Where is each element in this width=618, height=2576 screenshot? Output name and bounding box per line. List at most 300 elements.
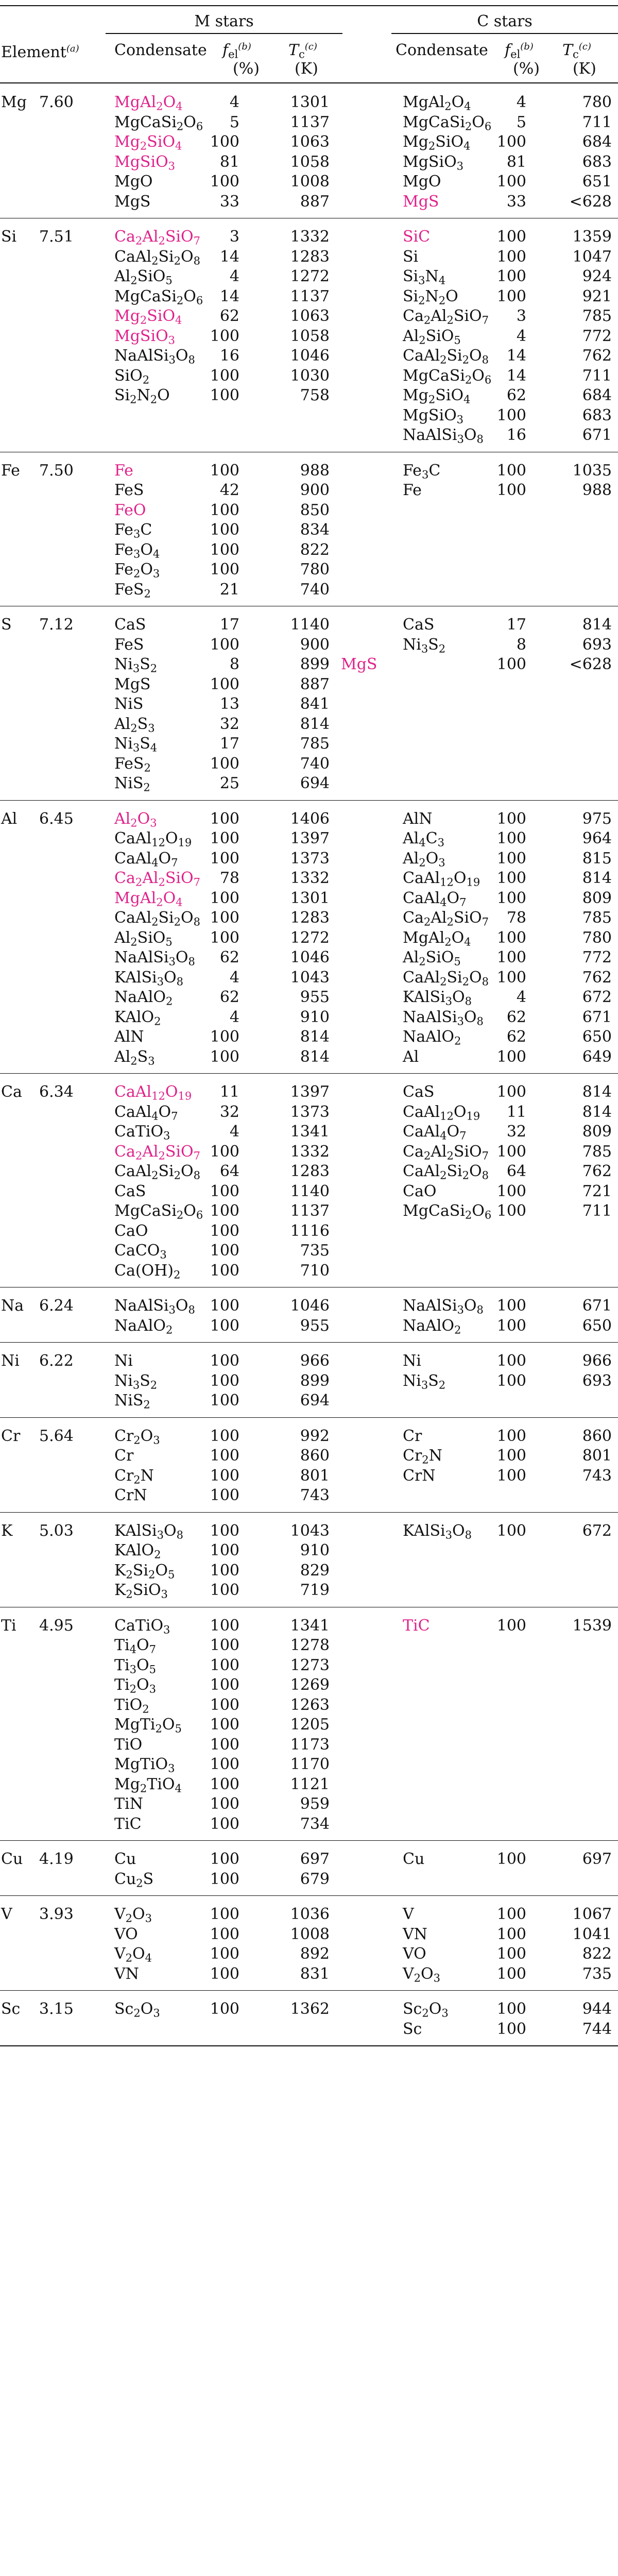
- c-condensate-name: V: [403, 1905, 414, 1923]
- m-fel-value: 100: [210, 1735, 239, 1754]
- c-fel-value: 100: [496, 869, 526, 887]
- c-fel-value: 100: [496, 1850, 526, 1868]
- element-symbol: Ca: [1, 1083, 22, 1101]
- m-condensate-name: $MgCaSi_2O_6$: [114, 287, 203, 307]
- c-tc-value: 780: [582, 93, 612, 111]
- element-symbol: Ni: [1, 1352, 20, 1370]
- c-condensate-name: $Ca_2Al_2SiO_7$: [403, 909, 489, 928]
- c-condensate-name: $CaAl_4O_7$: [403, 1123, 467, 1142]
- m-tc-symbol: T: [288, 41, 299, 59]
- m-condensate-name: Cr: [114, 1447, 134, 1465]
- m-tc-value: 1046: [290, 1297, 330, 1315]
- c-tc-value: 814: [582, 869, 612, 887]
- m-fel-value: 100: [210, 1466, 239, 1485]
- m-condensate-name: VN: [114, 1964, 139, 1983]
- element-symbol: Cu: [1, 1850, 23, 1868]
- m-tc-value: 1373: [290, 849, 330, 868]
- m-fel-value: 100: [210, 1870, 239, 1888]
- m-condensate-name: $MgCaSi_2O_6$: [114, 1202, 203, 1222]
- m-fel-value: 100: [210, 327, 239, 345]
- element-abundance: 6.24: [39, 1297, 74, 1315]
- c-fel-value: 100: [496, 1925, 526, 1943]
- m-condensate-name: CaS: [114, 1182, 146, 1200]
- c-fel-value: 100: [496, 2000, 526, 2018]
- element-abundance: 5.03: [39, 1521, 74, 1540]
- m-tc-value: 1140: [290, 1182, 330, 1200]
- c-condensate-name: CrN: [403, 1466, 436, 1485]
- m-tc-value: 679: [300, 1870, 330, 1888]
- c-tc-sub: c: [573, 48, 579, 61]
- m-tc-value: 955: [300, 988, 330, 1006]
- element-abundance: 7.50: [39, 461, 74, 480]
- c-stars-underline: [391, 33, 618, 34]
- c-tc-value: 921: [582, 287, 612, 306]
- m-condensate-name: MgTiO$_3$: [114, 1755, 175, 1775]
- m-tc-value: 1058: [290, 152, 330, 171]
- c-tc-symbol: T: [562, 41, 573, 59]
- m-condensate-name: $NaAlSi_3O_8$: [114, 948, 195, 968]
- c-fel-value: 100: [496, 1202, 526, 1220]
- m-condensate-name: $Ca_2Al_2SiO_7$: [114, 1142, 200, 1162]
- m-fel-value: 100: [210, 501, 239, 519]
- m-fel-value: 62: [219, 948, 239, 967]
- m-condensate-name: FeS$_2$: [114, 754, 151, 774]
- m-fel-value: 100: [210, 561, 239, 579]
- c-fel-value: 100: [496, 655, 526, 673]
- m-fel-value: 13: [219, 695, 239, 713]
- m-condensate-name: $MgCaSi_2O_6$: [114, 113, 203, 132]
- m-condensate-name: $K_2SiO_3$: [114, 1581, 168, 1601]
- m-tc-value: 887: [300, 192, 330, 211]
- m-tc-value: 1272: [290, 928, 330, 947]
- c-tc-value: 671: [582, 426, 612, 444]
- element-symbol: Si: [1, 228, 17, 246]
- c-tc-value: 684: [582, 133, 612, 151]
- m-condensate-name: $CaAl_{12}O_{19}$: [114, 1083, 192, 1103]
- m-tc-value: 959: [300, 1795, 330, 1813]
- m-condensate-name: MgSiO$_3$: [114, 152, 176, 172]
- m-fel-value: 100: [210, 1316, 239, 1335]
- m-fel-value: 100: [210, 1925, 239, 1943]
- m-fel-value: 8: [229, 655, 239, 673]
- m-condensate-name: TiC: [114, 1815, 142, 1833]
- c-tc-value: 697: [582, 1850, 612, 1868]
- c-fel-value: 8: [516, 635, 526, 654]
- m-tc-value: 887: [300, 675, 330, 693]
- element-abundance: 3.15: [39, 2000, 74, 2018]
- c-fel-value: 5: [516, 113, 526, 131]
- m-fel-value: 14: [219, 247, 239, 266]
- c-tc-value: 809: [582, 1123, 612, 1141]
- c-fel-value: 16: [506, 426, 526, 444]
- c-tc-header: [562, 41, 591, 60]
- m-condensate-name: $Ni_3S_2$: [114, 1371, 158, 1391]
- m-condensate-name: $CaAl_2Si_2O_8$: [114, 247, 200, 267]
- element-abundance: 6.22: [39, 1352, 74, 1370]
- c-condensate-name: MgS: [341, 655, 377, 673]
- c-condensate-name: $CaAl_2Si_2O_8$: [403, 968, 489, 988]
- m-fel-value: 100: [210, 928, 239, 947]
- c-fel-value: 100: [496, 173, 526, 191]
- c-condensate-name: Cu: [403, 1850, 425, 1868]
- c-fel-unit: (%): [513, 60, 540, 78]
- c-fel-value: 100: [496, 1182, 526, 1200]
- m-tc-value: 829: [300, 1561, 330, 1580]
- c-tc-value: 785: [582, 909, 612, 927]
- c-tc-value: <628: [569, 192, 612, 211]
- m-tc-header: [288, 41, 317, 60]
- m-fel-value: 100: [210, 754, 239, 773]
- c-tc-value: 762: [582, 968, 612, 987]
- m-condensate-name: $MgTi_2O_5$: [114, 1716, 182, 1735]
- element-symbol: K: [1, 1521, 13, 1540]
- m-condensate-name: NiS$_2$: [114, 774, 150, 794]
- m-tc-value: 992: [300, 1427, 330, 1445]
- m-tc-value: 1332: [290, 1142, 330, 1161]
- m-condensate-name: TiO$_2$: [114, 1696, 149, 1715]
- group-separator-rule: [0, 1073, 618, 1074]
- m-condensate-name: $Ti_3O_5$: [114, 1656, 156, 1675]
- m-tc-value: 1058: [290, 327, 330, 345]
- c-tc-note: (c): [578, 41, 591, 52]
- c-condensate-name: CaS: [403, 616, 435, 634]
- c-fel-symbol: f: [505, 41, 511, 59]
- c-fel-value: 62: [506, 1008, 526, 1026]
- m-fel-value: 100: [210, 829, 239, 848]
- m-tc-value: 1046: [290, 948, 330, 967]
- m-condensate-name: $Ti_2O_3$: [114, 1676, 156, 1696]
- c-condensate-name: $Cr_2N$: [403, 1447, 442, 1466]
- m-condensate-name: CrN: [114, 1486, 147, 1504]
- m-fel-value: 100: [210, 1755, 239, 1773]
- c-tc-value: 815: [582, 849, 612, 868]
- c-fel-value: 14: [506, 366, 526, 385]
- m-condensate-name: CaO: [114, 1222, 148, 1240]
- c-condensate-name: CaS: [403, 1083, 435, 1101]
- m-fel-value: 64: [219, 1162, 239, 1180]
- element-symbol: Mg: [1, 93, 27, 111]
- m-tc-value: 860: [300, 1447, 330, 1465]
- c-condensate-name: $Ni_3S_2$: [403, 1371, 446, 1391]
- c-tc-value: 649: [582, 1047, 612, 1066]
- c-tc-value: 1035: [572, 461, 612, 480]
- m-fel-value: 100: [210, 675, 239, 693]
- c-fel-value: 100: [496, 1616, 526, 1635]
- m-fel-value: 100: [210, 909, 239, 927]
- c-fel-value: 100: [496, 968, 526, 987]
- m-tc-unit: (K): [295, 60, 318, 78]
- m-fel-value: 100: [210, 1636, 239, 1654]
- m-condensate-name: MgO: [114, 173, 153, 191]
- c-condensate-name: Si: [403, 247, 419, 266]
- m-fel-value: 17: [219, 616, 239, 634]
- m-condensate-name: $Ca_2Al_2SiO_7$: [114, 228, 200, 247]
- c-tc-value: 975: [582, 809, 612, 828]
- element-abundance: 5.64: [39, 1427, 74, 1445]
- c-fel-value: 100: [496, 1521, 526, 1540]
- c-fel-value: 62: [506, 1028, 526, 1046]
- c-fel-value: 78: [506, 909, 526, 927]
- c-condensate-name: $MgAl_2O_4$: [403, 93, 471, 113]
- c-condensate-name: $Ni_3S_2$: [403, 635, 446, 655]
- m-condensate-name: $Fe_2O_3$: [114, 561, 160, 580]
- element-abundance: 7.12: [39, 616, 74, 634]
- c-tc-value: 671: [582, 1297, 612, 1315]
- m-tc-value: 1043: [290, 968, 330, 987]
- c-condensate-name: $Si_2N_2O$: [403, 287, 458, 307]
- c-fel-value: 32: [506, 1123, 526, 1141]
- element-symbol: Sc: [1, 2000, 21, 2018]
- m-fel-value: 100: [210, 1028, 239, 1046]
- m-fel-value: 100: [210, 1616, 239, 1635]
- c-fel-value: 100: [496, 247, 526, 266]
- c-fel-value: 4: [516, 93, 526, 111]
- c-fel-value: 14: [506, 347, 526, 365]
- c-tc-value: 711: [582, 366, 612, 385]
- c-fel-value: 17: [506, 616, 526, 634]
- m-fel-value: 100: [210, 173, 239, 191]
- c-fel-value: 33: [506, 192, 526, 211]
- m-condensate-name: CaTiO$_3$: [114, 1616, 170, 1636]
- m-fel-value: 100: [210, 461, 239, 480]
- c-tc-value: 762: [582, 347, 612, 365]
- c-tc-value: 735: [582, 1964, 612, 1983]
- m-condensate-name: MgS: [114, 192, 151, 211]
- m-fel-value: 100: [210, 1676, 239, 1694]
- m-condensate-name: Cu: [114, 1850, 136, 1868]
- c-fel-value: 81: [506, 152, 526, 171]
- c-fel-value: 100: [496, 1945, 526, 1963]
- c-tc-value: 1067: [572, 1905, 612, 1923]
- m-fel-value: 100: [210, 1047, 239, 1066]
- m-tc-value: 740: [300, 580, 330, 599]
- group-separator-rule: [0, 1417, 618, 1418]
- c-condensate-name: $Mg_2SiO_4$: [403, 133, 471, 152]
- c-fel-value: 62: [506, 386, 526, 404]
- c-tc-value: 721: [582, 1182, 612, 1200]
- c-condensate-name: $NaAlSi_3O_8$: [403, 1297, 484, 1316]
- c-tc-value: 780: [582, 928, 612, 947]
- c-fel-value: 100: [496, 133, 526, 151]
- c-fel-value: 100: [496, 1447, 526, 1465]
- group-separator-rule: [0, 1840, 618, 1841]
- m-tc-value: 850: [300, 501, 330, 519]
- c-condensate-name: $CaAl_4O_7$: [403, 889, 467, 908]
- c-condensate-name: $CaAl_2Si_2O_8$: [403, 1162, 489, 1182]
- m-tc-value: 892: [300, 1945, 330, 1963]
- m-tc-value: 899: [300, 655, 330, 673]
- c-condensate-name: $CaAl_{12}O_{19}$: [403, 869, 480, 889]
- m-tc-value: 735: [300, 1242, 330, 1260]
- c-condensate-name: $Si_3N_4$: [403, 267, 446, 287]
- c-tc-value: 814: [582, 1083, 612, 1101]
- m-fel-value: 100: [210, 1696, 239, 1714]
- element-symbol: Ti: [1, 1616, 16, 1635]
- c-tc-value: 944: [582, 2000, 612, 2018]
- m-tc-value: 1063: [290, 133, 330, 151]
- m-fel-value: 100: [210, 133, 239, 151]
- m-fel-value: 42: [219, 481, 239, 499]
- c-tc-value: 671: [582, 1008, 612, 1026]
- c-fel-header: [505, 41, 534, 60]
- m-fel-value: 100: [210, 1352, 239, 1370]
- c-tc-value: 672: [582, 988, 612, 1006]
- m-fel-value: 100: [210, 1486, 239, 1504]
- c-tc-value: 785: [582, 1142, 612, 1161]
- m-tc-sub: c: [299, 48, 305, 61]
- m-condensate-name: AlN: [114, 1028, 144, 1046]
- m-condensate-name: $Cr_2N$: [114, 1466, 154, 1486]
- m-fel-value: 100: [210, 540, 239, 559]
- c-fel-value: 64: [506, 1162, 526, 1180]
- m-condensate-name: MgS: [114, 675, 151, 693]
- m-stars-underline: [106, 33, 342, 34]
- m-tc-value: 1332: [290, 228, 330, 246]
- c-tc-value: 814: [582, 616, 612, 634]
- c-fel-value: 100: [496, 849, 526, 868]
- m-tc-value: 1043: [290, 1521, 330, 1540]
- m-fel-note: (b): [238, 41, 251, 52]
- c-condensate-name: Fe: [403, 481, 422, 499]
- m-condensate-name: MgSiO$_3$: [114, 327, 176, 346]
- m-condensate-name: $Al_2S_3$: [114, 1047, 155, 1067]
- top-rule: [0, 5, 618, 6]
- c-fel-note: (b): [520, 41, 534, 52]
- m-tc-value: 1406: [290, 809, 330, 828]
- group-separator-rule: [0, 800, 618, 801]
- m-condensate-name: $Mg_2TiO_4$: [114, 1775, 182, 1794]
- m-condensate-name: NaAlO$_2$: [114, 988, 173, 1008]
- m-fel-value: 100: [210, 1182, 239, 1200]
- m-fel-header: [222, 41, 251, 60]
- m-condensate-name: VO: [114, 1925, 138, 1943]
- m-condensate-name: FeS$_2$: [114, 580, 151, 600]
- c-fel-value: 100: [496, 1371, 526, 1390]
- m-condensate-name: KAlO$_2$: [114, 1008, 161, 1027]
- m-fel-value: 14: [219, 287, 239, 306]
- m-tc-value: 822: [300, 540, 330, 559]
- m-condensate-name: $KAlSi_3O_8$: [114, 968, 183, 988]
- m-condensate-name: $MgAl_2O_4$: [114, 889, 183, 908]
- c-fel-value: 100: [496, 889, 526, 907]
- m-tc-value: 899: [300, 1371, 330, 1390]
- m-condensate-name: TiO: [114, 1735, 143, 1754]
- m-fel-value: 4: [229, 968, 239, 987]
- c-fel-value: 100: [496, 481, 526, 499]
- m-tc-value: 831: [300, 1964, 330, 1983]
- m-tc-value: 694: [300, 1392, 330, 1410]
- element-abundance: 6.34: [39, 1083, 74, 1101]
- m-tc-value: 743: [300, 1486, 330, 1504]
- element-abundance: 3.93: [39, 1905, 74, 1923]
- c-condensate-name: AlN: [403, 809, 433, 828]
- m-fel-value: 32: [219, 1103, 239, 1121]
- m-tc-value: 1140: [290, 616, 330, 634]
- m-tc-value: 1030: [290, 366, 330, 385]
- m-fel-value: 21: [219, 580, 239, 599]
- m-tc-value: 785: [300, 735, 330, 753]
- c-fel-value: 100: [496, 1142, 526, 1161]
- c-condensate-name: VO: [403, 1945, 426, 1963]
- c-tc-value: 966: [582, 1352, 612, 1370]
- m-condensate-name: FeS: [114, 635, 144, 654]
- m-condensate-name: $Mg_2SiO_4$: [114, 133, 182, 152]
- m-fel-value: 25: [219, 774, 239, 792]
- m-tc-value: 780: [300, 561, 330, 579]
- m-tc-value: 710: [300, 1261, 330, 1280]
- m-condensate-name: $Sc_2O_3$: [114, 2000, 160, 2020]
- group-separator-rule: [0, 1342, 618, 1343]
- m-tc-value: 814: [300, 1028, 330, 1046]
- c-stars-heading: C stars: [477, 12, 533, 30]
- m-condensate-name: $Ca(OH)_2$: [114, 1261, 181, 1281]
- m-tc-value: 1278: [290, 1636, 330, 1654]
- m-fel-value: 100: [210, 1656, 239, 1674]
- c-fel-value: 100: [496, 1352, 526, 1370]
- c-condensate-name: $MgAl_2O_4$: [403, 928, 471, 948]
- m-condensate-name: $Al_2SiO_5$: [114, 928, 173, 948]
- m-tc-value: 1272: [290, 267, 330, 285]
- m-fel-value: 4: [229, 93, 239, 111]
- m-fel-value: 100: [210, 1142, 239, 1161]
- c-fel-value: 4: [516, 327, 526, 345]
- c-tc-value: 650: [582, 1316, 612, 1335]
- m-fel-symbol: f: [222, 41, 229, 59]
- m-fel-value: 62: [219, 307, 239, 325]
- m-fel-value: 100: [210, 1447, 239, 1465]
- c-fel-value: 100: [496, 461, 526, 480]
- c-tc-value: 684: [582, 386, 612, 404]
- m-condensate-name: $Ti_4O_7$: [114, 1636, 156, 1656]
- c-condensate-name: TiC: [403, 1616, 430, 1635]
- m-fel-sub: el: [228, 48, 238, 61]
- c-fel-value: 11: [506, 1103, 526, 1121]
- group-separator-rule: [0, 1990, 618, 1991]
- m-fel-value: 100: [210, 386, 239, 404]
- m-tc-value: 1121: [290, 1775, 330, 1793]
- m-fel-value: 5: [229, 113, 239, 131]
- m-condensate-name: $CaAl_{12}O_{19}$: [114, 829, 192, 849]
- c-condensate-name: $Al_2SiO_5$: [403, 948, 461, 968]
- c-condensate-name: MgSiO$_3$: [403, 406, 464, 426]
- c-tc-value: 809: [582, 889, 612, 907]
- c-tc-value: 711: [582, 1202, 612, 1220]
- c-tc-value: 785: [582, 307, 612, 325]
- m-tc-value: 900: [300, 481, 330, 499]
- m-tc-value: 1273: [290, 1656, 330, 1674]
- m-fel-value: 81: [219, 152, 239, 171]
- m-condensate-name: $Cu_2S$: [114, 1870, 154, 1889]
- m-tc-value: 1341: [290, 1616, 330, 1635]
- c-condensate-name: Cr: [403, 1427, 422, 1445]
- m-condensate-name: NaAlO$_2$: [114, 1316, 173, 1336]
- m-fel-value: 100: [210, 1541, 239, 1560]
- element-abundance: 4.95: [39, 1616, 74, 1635]
- m-tc-value: 1283: [290, 1162, 330, 1180]
- m-condensate-header: Condensate: [114, 41, 207, 59]
- c-tc-value: 801: [582, 1447, 612, 1465]
- c-tc-value: 772: [582, 327, 612, 345]
- group-separator-rule: [0, 2045, 618, 2046]
- c-tc-value: 822: [582, 1945, 612, 1963]
- m-condensate-name: $CaAl_2Si_2O_8$: [114, 909, 200, 928]
- c-condensate-name: $Al_4C_3$: [403, 829, 444, 849]
- m-tc-value: 734: [300, 1815, 330, 1833]
- c-fel-value: 100: [496, 1905, 526, 1923]
- c-condensate-name: CaO: [403, 1182, 437, 1200]
- c-tc-value: <628: [569, 655, 612, 673]
- c-condensate-name: $NaAlSi_3O_8$: [403, 1008, 484, 1027]
